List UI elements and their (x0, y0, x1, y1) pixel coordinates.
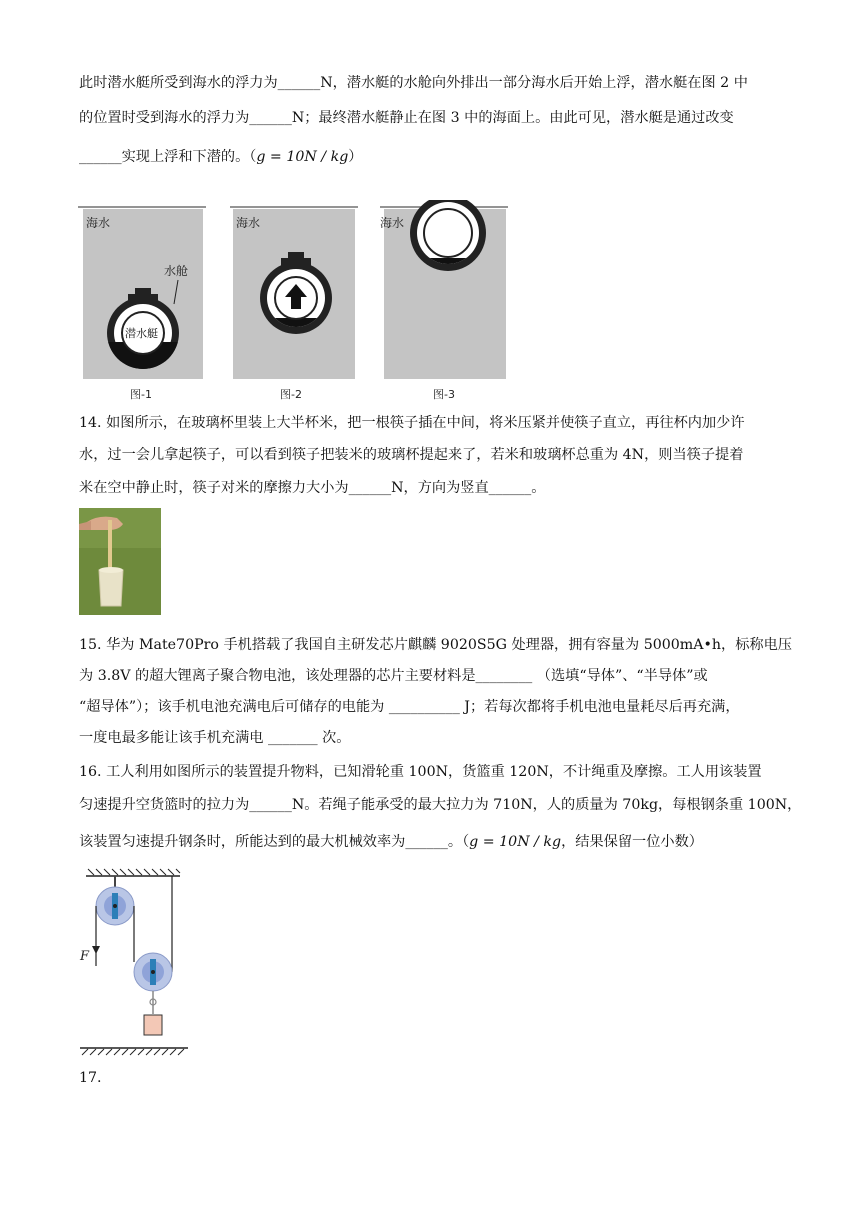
q14-line-2: 水，过一会儿拿起筷子，可以看到筷子把装米的玻璃杯提起来了，若米和玻璃杯总重为 4N，则当筷子提着 (79, 447, 744, 463)
q13-line-3 (79, 147, 362, 167)
q16-line-1: 16. 工人利用如图所示的装置提升物料，已知滑轮重 100N，货篮重 120N，不计绳重及摩擦。工人用该装置 (79, 764, 762, 780)
q13-line-3-pre: ______实现上浮和下潜的。（ (79, 149, 257, 165)
q13-line-2: 的位置时受到海水的浮力为______N；最终潜水艇静止在图 3 中的海面上。由此可见，潜水艇是通过改变 (79, 110, 734, 126)
q14-line-3: 米在空中静止时，筷子对米的摩擦力大小为______N，方向为竖直______。 (79, 480, 546, 496)
q14-line-1: 14. 如图所示，在玻璃杯里装上大半杯米，把一根筷子插在中间，将米压紧并使筷子直立，再往杯内加少许 (79, 415, 745, 431)
force-label: F (80, 949, 90, 964)
caption-fig-1: 图-1 (130, 388, 152, 401)
q15-line-3: “超导体”）；该手机电池充满电后可储存的电能为 __________ J；若每次都将手机电池电量耗尽后再充满， (79, 699, 740, 715)
caption-fig-3: 图-3 (433, 388, 455, 401)
q15-line-1: 15. 华为 Mate70Pro 手机搭载了我国自主研发芯片麒麟 9020S5G 处理器，拥有容量为 5000mA•h，标称电压 (79, 637, 792, 653)
load-box (144, 1015, 162, 1035)
tank-label: 水舱 (164, 264, 189, 278)
chopstick-rice-photo (79, 508, 161, 615)
sea-label-3: 海水 (380, 216, 405, 230)
q16-formula: g = 10N / kg (469, 834, 562, 850)
q17-number: 17. (79, 1070, 102, 1086)
caption-fig-2: 图-2 (280, 388, 302, 401)
q16-line-3 (79, 832, 703, 852)
pulley-figure (76, 868, 196, 1063)
q16-line-3-pre: 该装置匀速提升钢条时，所能达到的最大机械效率为______。（ (79, 834, 470, 850)
q13-line-1: 此时潜水艇所受到海水的浮力为______N，潜水艇的水舱向外排出一部分海水后开始上浮，潜水艇在图 2 中 (79, 75, 748, 91)
q16-line-2: 匀速提升空货篮时的拉力为______N。若绳子能承受的最大拉力为 710N，人的质量为 70kg，每根钢条重 100N， (79, 797, 802, 813)
q15-line-4: 一度电最多能让该手机充满电 _______ 次。 (79, 730, 351, 746)
sea-label-2: 海水 (236, 216, 261, 230)
q13-line-3-post: ） (348, 149, 363, 165)
sea-label-1: 海水 (86, 216, 111, 230)
submarine-figure (78, 200, 518, 405)
q13-formula: g = 10N / kg (256, 149, 349, 165)
q15-line-2: 为 3.8V 的超大锂离子聚合物电池，该处理器的芯片主要材料是________ （选填“导体”、“半导体”或 (79, 668, 708, 684)
q16-line-3-post: ，结果保留一位小数） (561, 834, 703, 850)
submarine-label: 潜水艇 (125, 327, 158, 340)
